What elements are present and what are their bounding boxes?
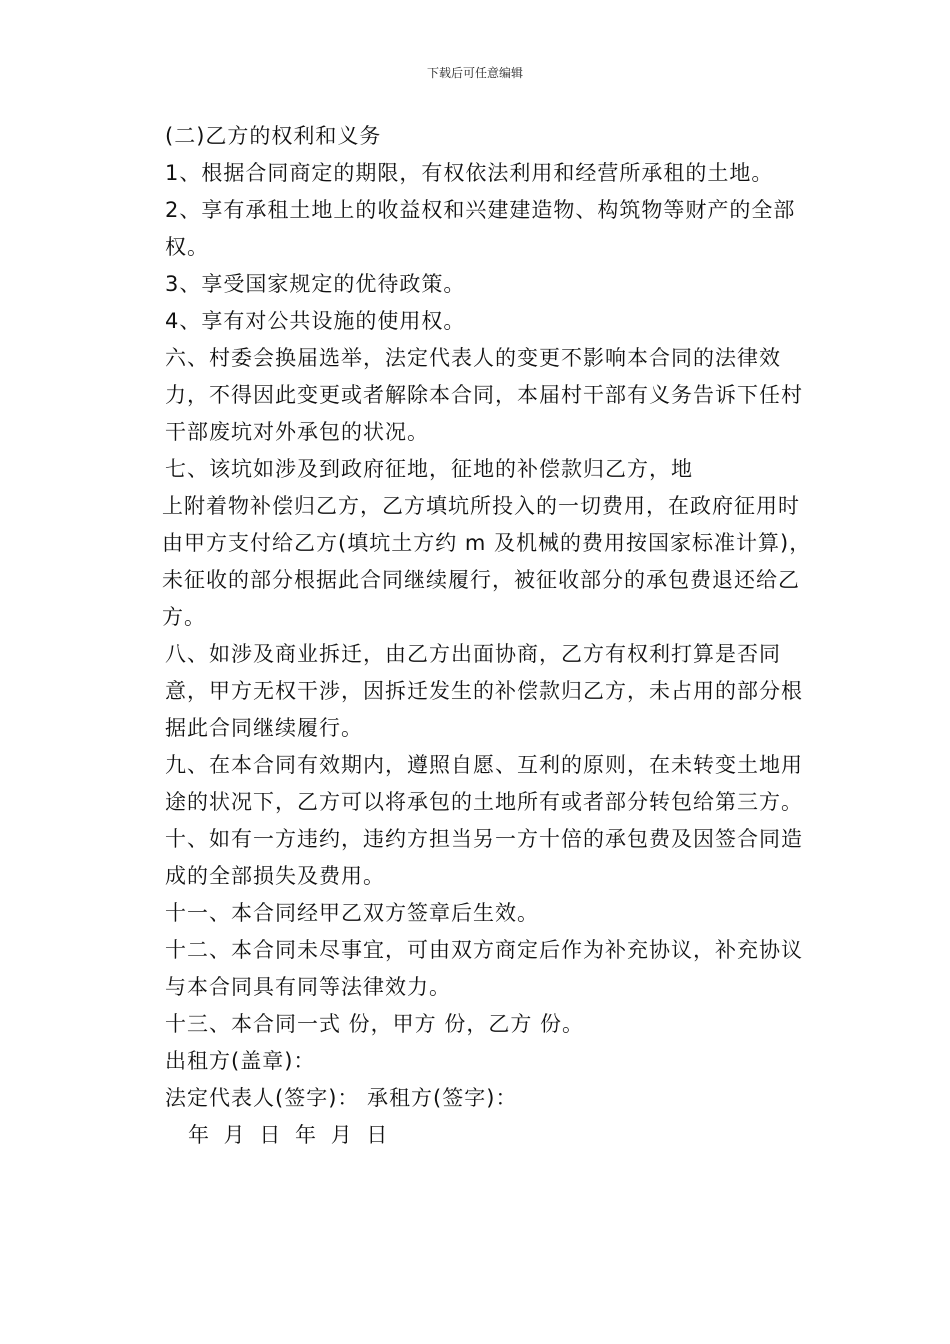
contract-body — [145, 118, 815, 1154]
clause-1: 1、根据合同商定的期限，有权依法利用和经营所承租的土地。 — [165, 161, 774, 185]
date-line: 年 月 日 年 月 日 — [188, 1123, 389, 1147]
article-6: 六、村委会换届选举，法定代表人的变更不影响本合同的法律效力，不得因此变更或者解除本合同，本届村干部有义务告诉下任村干部废坑对外承包的状况。 — [165, 346, 803, 444]
clause-3: 3、享受国家规定的优待政策。 — [165, 272, 466, 296]
article-7-continued: 上附着物补偿归乙方，乙方填坑所投入的一切费用，在政府征用时由甲方支付给乙方(填坑土方约 m 及机械的费用按国家标准计算)，未征收的部分根据此合同继续履行，被征收部分的承包费退还给乙方。 — [162, 494, 812, 629]
page-header-note: 下载后可任意编辑 — [426, 66, 523, 80]
article-10: 十、如有一方违约，违约方担当另一方十倍的承包费及因签合同造成的全部损失及费用。 — [165, 827, 803, 888]
clause-4: 4、享有对公共设施的使用权。 — [165, 309, 466, 333]
article-9: 九、在本合同有效期内，遵照自愿、互利的原则，在未转变土地用途的状况下，乙方可以将承包的土地所有或者部分转包给第三方。 — [165, 753, 803, 814]
article-12: 十二、本合同未尽事宜，可由双方商定后作为补充协议，补充协议与本合同具有同等法律效力。 — [165, 938, 803, 999]
article-8: 八、如涉及商业拆迁，由乙方出面协商，乙方有权利打算是否同意，甲方无权干涉，因拆迁发生的补偿款归乙方，未占用的部分根据此合同继续履行。 — [165, 642, 803, 740]
section-heading: (二)乙方的权利和义务 — [165, 124, 382, 148]
article-7: 七、该坑如涉及到政府征地，征地的补偿款归乙方，地 — [165, 457, 693, 481]
lessor-seal-line: 出租方(盖章)： — [165, 1049, 316, 1073]
article-11: 十一、本合同经甲乙双方签章后生效。 — [165, 901, 539, 925]
clause-2: 2、享有承租土地上的收益权和兴建建造物、构筑物等财产的全部权。 — [165, 198, 796, 259]
article-13: 十三、本合同一式 份，甲方 份，乙方 份。 — [165, 1012, 585, 1036]
signature-line: 法定代表人(签字)： 承租方(签字)： — [165, 1086, 518, 1110]
